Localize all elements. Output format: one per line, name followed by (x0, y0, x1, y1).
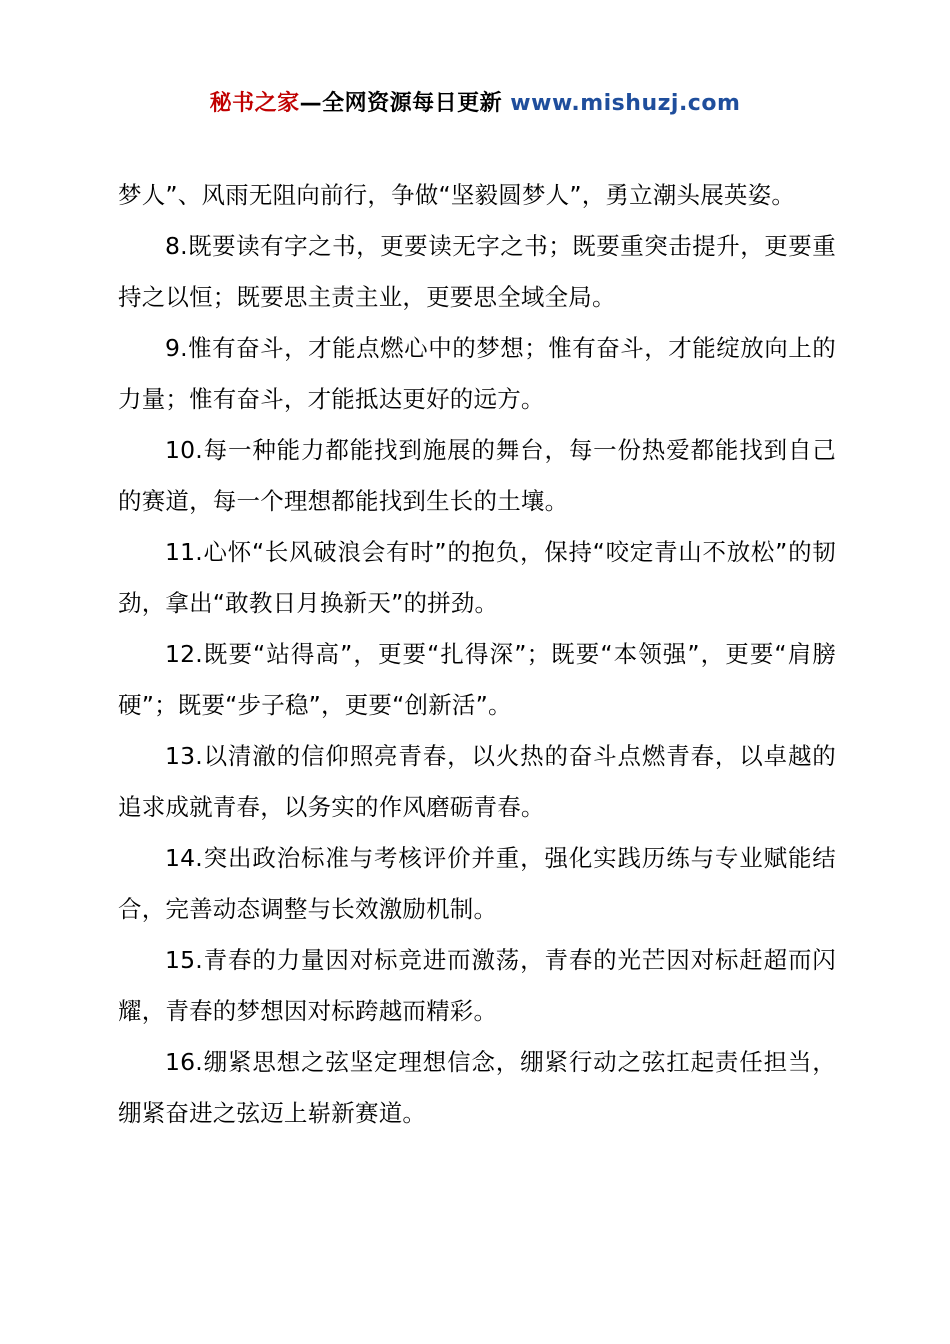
paragraph: 8.既要读有字之书，更要读无字之书；既要重突击提升，更要重持之以恒；既要思主责主业，更要思全域全局。 (118, 232, 836, 311)
paragraph: 9.惟有奋斗，才能点燃心中的梦想；惟有奋斗，才能绽放向上的力量；惟有奋斗，才能抵达更好的远方。 (118, 334, 836, 413)
site-brand: 秘书之家 (209, 91, 300, 116)
document-body (118, 170, 836, 1139)
paragraph: 10.每一种能力都能找到施展的舞台，每一份热爱都能找到自己的赛道，每一个理想都能找到生长的土壤。 (118, 436, 836, 515)
site-url[interactable]: www.mishuzj.com (510, 91, 741, 116)
paragraph: 14.突出政治标准与考核评价并重，强化实践历练与专业赋能结合，完善动态调整与长效激励机制。 (118, 844, 836, 923)
paragraph: 12.既要“站得高”，更要“扎得深”；既要“本领强”，更要“肩膀硬”；既要“步子稳”，更要“创新活”。 (118, 640, 836, 719)
paragraph: 16.绷紧思想之弦坚定理想信念，绷紧行动之弦扛起责任担当，绷紧奋进之弦迈上崭新赛道。 (118, 1048, 836, 1127)
site-header (0, 86, 950, 117)
paragraph: 15.青春的力量因对标竞进而激荡，青春的光芒因对标赶超而闪耀，青春的梦想因对标跨越而精彩。 (118, 946, 836, 1025)
site-tagline: —全网资源每日更新 (299, 91, 511, 116)
paragraph: 11.心怀“长风破浪会有时”的抱负，保持“咬定青山不放松”的韧劲，拿出“敢教日月换新天”的拼劲。 (118, 538, 836, 617)
paragraph: 13.以清澈的信仰照亮青春，以火热的奋斗点燃青春，以卓越的追求成就青春，以务实的作风磨砺青春。 (118, 742, 836, 821)
paragraph: 梦人”、风雨无阻向前行，争做“坚毅圆梦人”，勇立潮头展英姿。 (118, 181, 796, 209)
